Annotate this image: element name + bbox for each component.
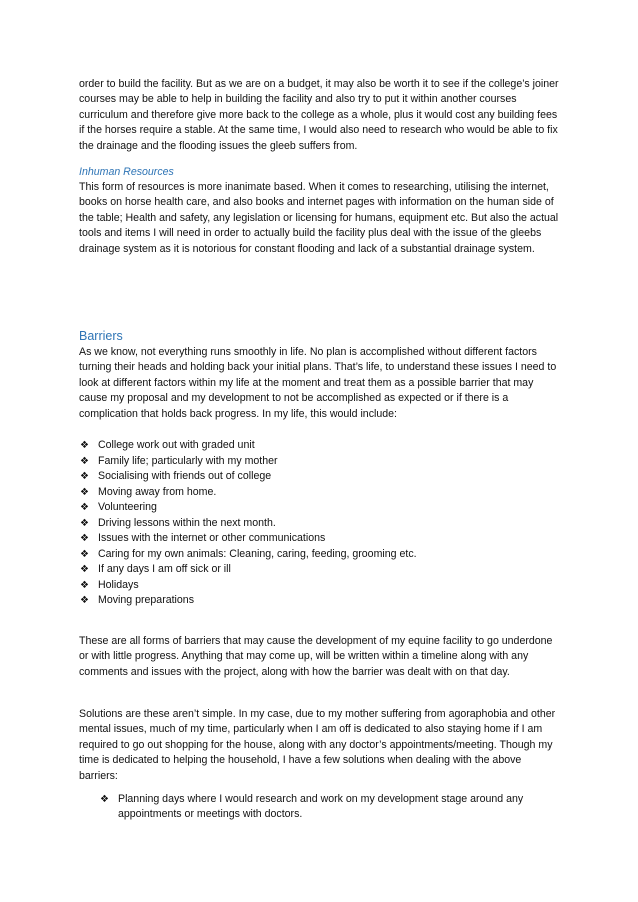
solutions-list — [99, 792, 561, 823]
diamond-bullet-icon: ❖ — [80, 595, 89, 606]
list-item: ❖ Family life; particularly with my mother — [80, 454, 278, 467]
solutions-paragraph: Solutions are these aren’t simple. In my case, due to my mother suffering from agoraphobia and other mental issues, much of my time, particularly when I am off is dedicated to also staying home if I am required to go out shopping for the house, along with any doctor’s appointments/meeting. Though my time is dedicated to helping the household, I have a few solutions when dealing with the above barriers: — [79, 708, 556, 782]
forms-paragraph: These are all forms of barriers that may cause the development of my equine facility to go underdone or with little progress. Anything that may come up, will be written within a timeline along with any comments and issues with the project, along with how the barrier was dealt with on that day. — [79, 635, 553, 678]
solutions-section — [79, 707, 561, 784]
inhuman-resources-section — [79, 165, 561, 257]
list-item: ❖ Planning days where I would research and work on my development stage around any appointments or meetings with doctors. — [100, 793, 524, 821]
list-item: ❖ Holidays — [80, 578, 139, 591]
list-item: ❖ If any days I am off sick or ill — [80, 563, 231, 575]
barriers-list-section — [79, 438, 561, 609]
solutions-list-section — [99, 792, 561, 823]
diamond-bullet-icon: ❖ — [80, 533, 89, 544]
list-item: ❖ Caring for my own animals: Cleaning, caring, feeding, grooming etc. — [80, 547, 417, 560]
list-item: ❖ Socialising with friends out of college — [80, 470, 272, 482]
list-item: ❖ Driving lessons within the next month. — [80, 516, 276, 529]
intro-paragraph: order to build the facility. But as we are on a budget, it may also be worth it to see if the college’s joiner courses may be able to help in building the facility and also try to put it within another courses curriculum and therefore give more back to the college as a whole, plus it would cost any building fees if the horses require a stable. At the same time, I would also need to research who would be able to fix the drainage and the flooding issues the gleeb suffers from. — [79, 78, 559, 152]
diamond-bullet-icon: ❖ — [80, 502, 89, 513]
diamond-bullet-icon: ❖ — [80, 548, 89, 560]
intro-section — [79, 77, 561, 154]
diamond-bullet-icon: ❖ — [80, 486, 89, 498]
diamond-bullet-icon: ❖ — [80, 579, 89, 591]
barriers-paragraph: As we know, not everything runs smoothly in life. No plan is accomplished without different factors turning their heads and holding back your initial plans. That’s life, to understand these issues I need to look at different factors within my life at the moment and treat them as a possible barrier that may cause my proposal and my development to not be accomplished as expected or if there is a complication that holds back progress. In my life, this would include: — [79, 346, 557, 420]
diamond-bullet-icon: ❖ — [80, 517, 89, 529]
inhuman-resources-paragraph: This form of resources is more inanimate based. When it comes to researching, utilising the internet, books on horse health care, and also books and internet pages with information on the human side of the table; Health and safety, any legislation or licensing for humans, equipment etc. But also the actual tools and items I will need in order to actually build the facility plus deal with the issue of the gleebs drainage system as it is notorious for constant flooding and lack of a substantial drainage system. — [79, 181, 559, 255]
diamond-bullet-icon: ❖ — [80, 440, 89, 451]
barriers-heading: Barriers — [79, 329, 123, 343]
list-item: ❖ College work out with graded unit — [80, 439, 255, 451]
inhuman-resources-heading: Inhuman Resources — [79, 166, 174, 178]
diamond-bullet-icon: ❖ — [80, 564, 89, 575]
diamond-bullet-icon: ❖ — [100, 794, 109, 805]
list-item: ❖ Issues with the internet or other communications — [80, 532, 326, 544]
list-item: ❖ Volunteering — [80, 501, 157, 513]
list-item: ❖ Moving away from home. — [80, 485, 217, 498]
barriers-list — [79, 438, 561, 609]
forms-section — [79, 634, 561, 680]
diamond-bullet-icon: ❖ — [80, 455, 89, 467]
barriers-section — [79, 328, 561, 422]
diamond-bullet-icon: ❖ — [80, 471, 89, 482]
list-item: ❖ Moving preparations — [80, 594, 194, 606]
